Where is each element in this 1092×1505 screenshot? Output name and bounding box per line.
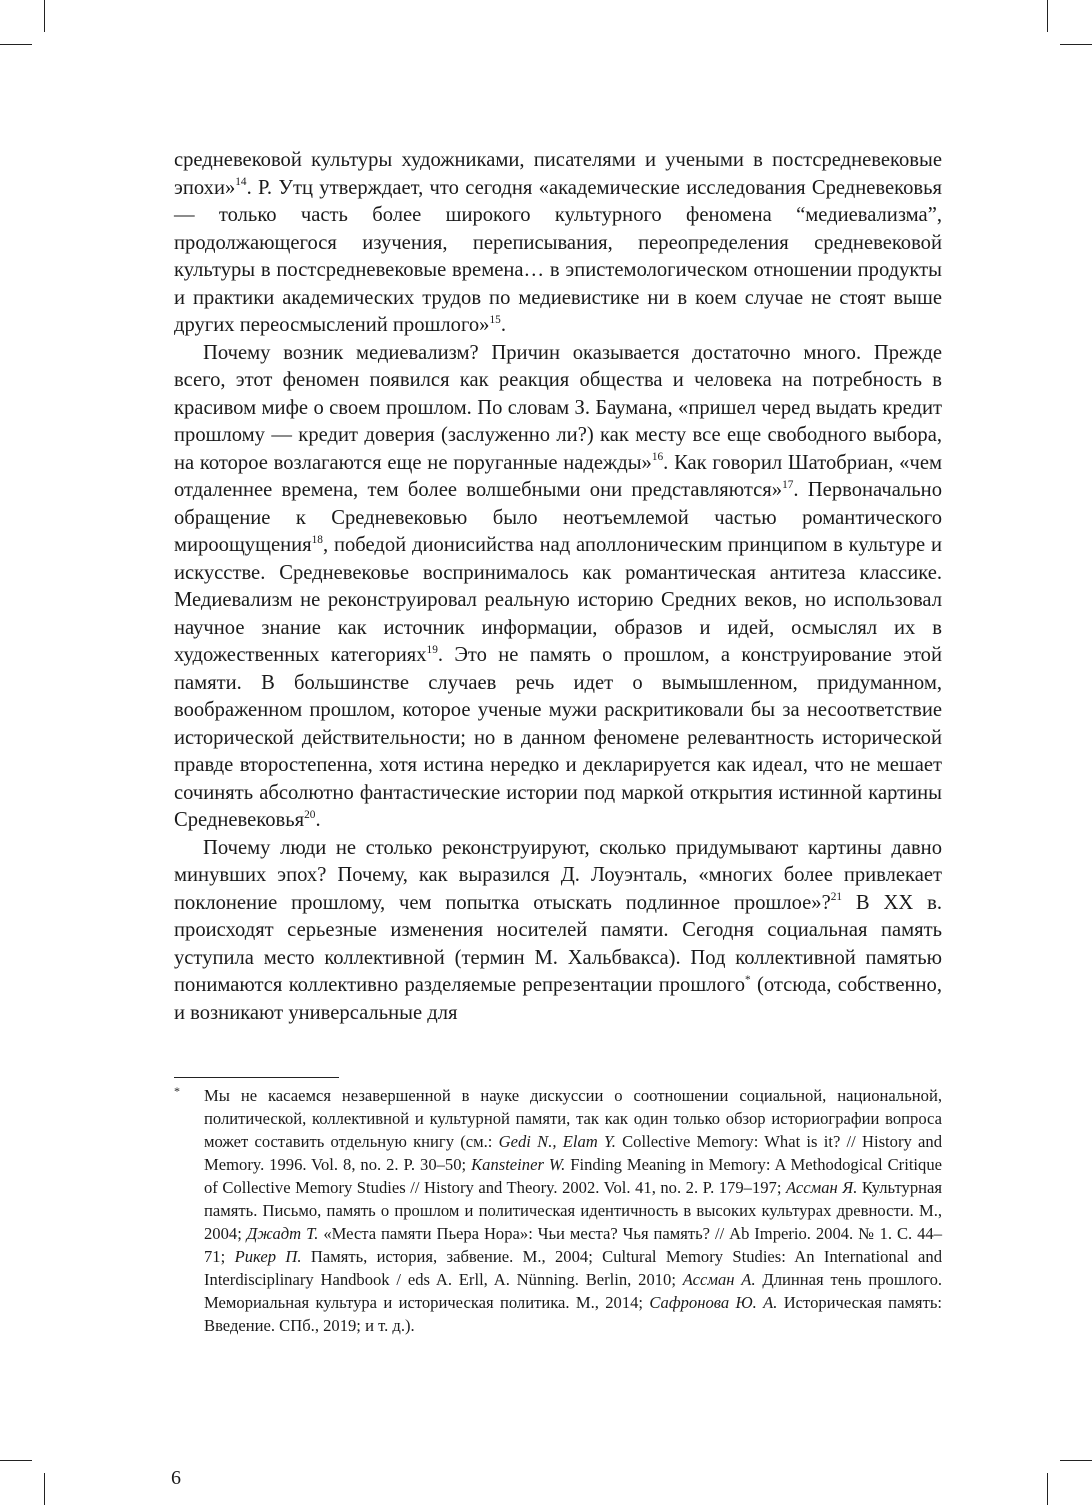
paragraph-1-text-b: . Р. Утц утверждает, что сегодня «академические исследования Средневековья — только часть более широкого культурного феномена “медиевализма”, продолжающегося изучения, переписывания, переопределения средневековой культуры в постсредневековые времена… в эпистемологическом отношении продукты и практики академических трудов по медиевистике ни в коем случае не стоят выше других переосмыслений прошлого» <box>174 176 942 336</box>
footnote-ref-17[interactable]: 17 <box>782 478 794 491</box>
footnote-mark: * <box>174 1084 180 1098</box>
footnote-ref-asterisk[interactable]: * <box>745 973 751 986</box>
footnote-author-5: Рикер П. <box>234 1247 302 1266</box>
paragraph-3-text-a: Почему люди не столько реконструируют, сколько придумывают картины давно минувших эпох? Почему, как выразился Д. Лоуэнталь, «многих более привлекает поклонение прошлому, чем попытка отыскать подлинное прошлое»? <box>174 836 942 914</box>
footnote-ref-18[interactable]: 18 <box>311 533 323 546</box>
paragraph-2-text-e: . Это не память о прошлом, а конструирование этой памяти. В большинстве случаев речь идет о вымышленном, придуманном, воображенном прошлом, которое ученые мужи раскритиковали бы за несоответствие исторической действительности; но в данном феномене релевантность исторической правде второстепенна, хотя истина нередко и декларируется как идеал, что не мешает сочинять абсолютно фантастические истории под маркой открытия истинной картины Средневековья <box>174 644 942 831</box>
footnote-author-3: Ассман Я. <box>786 1178 858 1197</box>
paragraph-2-text-a: Почему возник медиевализм? Причин оказывается достаточно много. Прежде всего, этот феномен появился как реакция общества и человека на потребность в красивом мифе о своем прошлом. По словам З. Баумана, «пришел черед выдать кредит прошлому — кредит доверия (заслуженно ли?) как месту все еще свободного выбора, на которое возлагаются еще не поруганные надежды» <box>174 341 942 474</box>
paragraph-2 <box>174 340 942 835</box>
paragraph-3-text-c: (отсюда, собственно, и возникают универсальные для <box>174 974 942 1024</box>
footnote-ref-15[interactable]: 15 <box>489 313 501 326</box>
crop-mark-top-left-v <box>44 0 45 32</box>
footnote-ref-19[interactable]: 19 <box>426 643 438 656</box>
crop-mark-top-left-h <box>0 44 32 45</box>
footnote-divider <box>174 1077 339 1078</box>
footnote-text-5: «Места памяти Пьера Нора»: Чьи места? Чья память? // Ab Imperio. 2004. № 1. С. 44–71; <box>204 1224 942 1266</box>
paragraph-3 <box>174 835 942 1028</box>
paragraph-1-text-a: средневековой культуры художниками, писателями и учеными в постсредневековые эпохи» <box>174 149 942 199</box>
footnote-ref-14[interactable]: 14 <box>235 176 247 189</box>
main-text <box>174 147 942 1027</box>
footnote-author-4: Джадт Т. <box>246 1224 319 1243</box>
footnote-text-1: Мы не касаемся незавершенной в науке дискуссии о соотношении социальной, национальной, политической, коллективной и культурной памяти, так как один только обзор историографии вопроса может составить отдельную книгу (см.: <box>204 1086 942 1151</box>
footnote-ref-21[interactable]: 21 <box>830 891 843 904</box>
paragraph-2-text-f: . <box>315 809 321 831</box>
paragraph-1-text-c: . <box>500 314 506 336</box>
paragraph-3-text-b: В XX в. происходят серьезные изменения носителей памяти. Сегодня социальная память уступила место коллективной (термин М. Хальбвакса). Под коллективной памятью понимаются коллективно разделяемые репрезентации прошлого <box>174 891 942 996</box>
footnote-text-2: Collective Memory: What is it? // History and Memory. 1996. Vol. 8, no. 2. P. 30–50; <box>204 1132 942 1174</box>
footnote-ref-20[interactable]: 20 <box>304 808 316 821</box>
footnote-author-1: Gedi N., Elam Y. <box>498 1132 616 1151</box>
paragraph-2-text-b: . Как говорил Шатобриан, «чем отдаленнее времена, тем более волшебными они представляются» <box>174 451 942 501</box>
footnote-author-7: Сафронова Ю. А. <box>649 1293 778 1312</box>
crop-mark-bottom-left-v <box>44 1473 45 1505</box>
paragraph-1 <box>174 147 942 340</box>
footnote-ref-16[interactable]: 16 <box>651 451 664 464</box>
footnote <box>174 1084 942 1337</box>
footnote-text-4: Культурная память. Письмо, память о прошлом и политическая идентичность в высоких культурах древности. М., 2004; <box>204 1178 942 1243</box>
footnote-text-3: Finding Meaning in Memory: A Methodogical Critique of Collective Memory Studies // History and Theory. 2002. Vol. 41, no. 2. P. 179–197; <box>204 1155 942 1197</box>
crop-mark-bottom-left-h <box>0 1460 32 1461</box>
footnote-author-6: Ассман А. <box>682 1270 756 1289</box>
crop-mark-bottom-right-h <box>1060 1460 1092 1461</box>
paragraph-2-text-c: . Первоначально обращение к Средневековью было неотъемлемой частью романтического мироощущения <box>174 479 942 556</box>
footnote-text-8: Историческая память: Введение. СПб., 2019; и т. д.). <box>204 1293 942 1335</box>
crop-mark-top-right-h <box>1060 44 1092 45</box>
footnote-author-2: Kansteiner W. <box>471 1155 566 1174</box>
crop-mark-top-right-v <box>1047 0 1048 32</box>
footnote-body <box>204 1084 942 1337</box>
page-number: 6 <box>171 1467 181 1489</box>
footnote-text-7: Длинная тень прошлого. Мемориальная культура и историческая политика. М., 2014; <box>204 1270 943 1312</box>
crop-mark-bottom-right-v <box>1047 1473 1048 1505</box>
paragraph-2-text-d: , победой дионисийства над аполлоническим принципом в культуре и искусстве. Средневековье воспринималось как романтическая антитеза классике. Медиевализм не реконструировал реальную историю Средних веков, но использовал научное знание как источник информации, образов и идей, осмыслял их в художественных категориях <box>174 534 942 666</box>
footnote-text-6: Память, история, забвение. М., 2004; Cultural Memory Studies: An International and Interdisciplinary Handbook / eds A. Erll, A. Nünning. Berlin, 2010; <box>204 1247 943 1289</box>
